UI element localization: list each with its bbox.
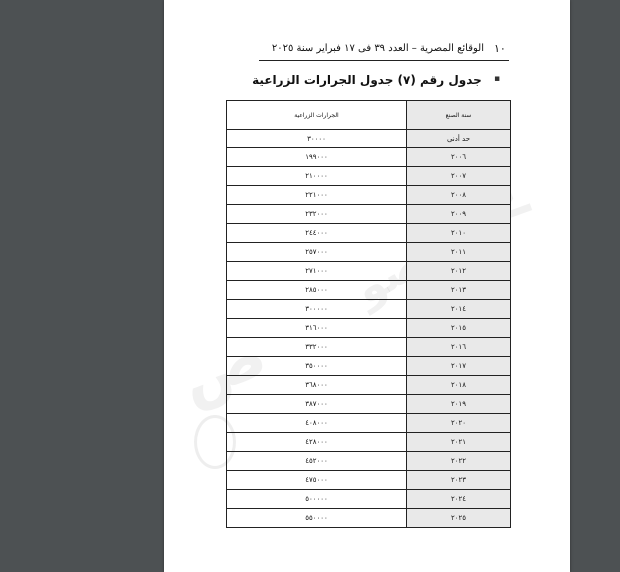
row-year: ٢٠٢١ — [407, 433, 511, 452]
table-row — [227, 148, 511, 167]
row-year: ٢٠٢٣ — [407, 471, 511, 490]
row-value: ٢٨٥٠٠٠ — [227, 281, 407, 300]
table-body — [227, 148, 511, 528]
row-value: ٣٨٧٠٠٠ — [227, 395, 407, 414]
gazette-line: الوقائع المصرية – العدد ٣٩ فى ١٧ فبراير سنة ٢٠٢٥ — [271, 43, 484, 54]
row-year: ٢٠١٨ — [407, 376, 511, 395]
table-row — [227, 471, 511, 490]
table-row — [227, 490, 511, 509]
header-value: الجرارات الزراعية — [227, 101, 407, 130]
mark-dot: ▪ — [494, 74, 501, 84]
document-page — [164, 0, 570, 572]
row-value: ٤٥٢٠٠٠ — [227, 452, 407, 471]
page-header — [164, 42, 570, 58]
watermark: صو — [345, 235, 433, 316]
row-year: ٢٠٢٤ — [407, 490, 511, 509]
row-year: ٢٠١٣ — [407, 281, 511, 300]
row-value: ٢٣٢٠٠٠ — [227, 205, 407, 224]
table-row — [227, 338, 511, 357]
table-row — [227, 186, 511, 205]
row-value: ٣٣٢٠٠٠ — [227, 338, 407, 357]
row-year: ٢٠١٧ — [407, 357, 511, 376]
row-value: ٥٥٠٠٠٠ — [227, 509, 407, 528]
header-year: سنة الصنع — [407, 101, 511, 130]
table-row — [227, 509, 511, 528]
row-value: ٣١٦٠٠٠ — [227, 319, 407, 338]
row-value: ٢٤٤٠٠٠ — [227, 224, 407, 243]
header-rule — [259, 60, 509, 61]
row-year: ٢٠٢٢ — [407, 452, 511, 471]
row-year: ٢٠٠٩ — [407, 205, 511, 224]
row-value: ٢٢١٠٠٠ — [227, 186, 407, 205]
row-year: ٢٠٠٧ — [407, 167, 511, 186]
row-value: ١٩٩٠٠٠ — [227, 148, 407, 167]
row-year: ٢٠٠٨ — [407, 186, 511, 205]
table-row — [227, 243, 511, 262]
row-year: ٢٠١١ — [407, 243, 511, 262]
row-value: ٣٦٨٠٠٠ — [227, 376, 407, 395]
minimum-value: ٣٠٠٠٠ — [227, 130, 407, 148]
page-number: ١٠ — [494, 42, 506, 55]
minimum-row — [227, 130, 511, 148]
watermark: ص — [169, 317, 277, 417]
row-value: ٢٥٧٠٠٠ — [227, 243, 407, 262]
tractor-table — [226, 100, 511, 528]
table-row — [227, 281, 511, 300]
row-value: ٣٥٠٠٠٠ — [227, 357, 407, 376]
row-value: ٤٢٨٠٠٠ — [227, 433, 407, 452]
row-year: ٢٠١٤ — [407, 300, 511, 319]
row-year: ٢٠١٢ — [407, 262, 511, 281]
row-value: ٢١٠٠٠٠ — [227, 167, 407, 186]
row-year: ٢٠١٩ — [407, 395, 511, 414]
table-row — [227, 395, 511, 414]
row-value: ٢٧١٠٠٠ — [227, 262, 407, 281]
table-row — [227, 262, 511, 281]
row-year: ٢٠٠٦ — [407, 148, 511, 167]
table-header-row — [227, 101, 511, 130]
watermark: إد — [483, 179, 539, 227]
table-row — [227, 224, 511, 243]
row-year: ٢٠٢٠ — [407, 414, 511, 433]
table-row — [227, 452, 511, 471]
table-row — [227, 433, 511, 452]
row-year: ٢٠١٠ — [407, 224, 511, 243]
minimum-label: حد أدنى — [407, 130, 511, 148]
table-row — [227, 319, 511, 338]
table-row — [227, 376, 511, 395]
row-value: ٤٠٨٠٠٠ — [227, 414, 407, 433]
table-row — [227, 205, 511, 224]
table-row — [227, 357, 511, 376]
table-row — [227, 167, 511, 186]
row-year: ٢٠١٥ — [407, 319, 511, 338]
row-value: ٣٠٠٠٠٠ — [227, 300, 407, 319]
row-year: ٢٠٢٥ — [407, 509, 511, 528]
table-row — [227, 300, 511, 319]
row-value: ٥٠٠٠٠٠ — [227, 490, 407, 509]
row-year: ٢٠١٦ — [407, 338, 511, 357]
table-title: جدول رقم (٧) جدول الجرارات الزراعية — [252, 73, 482, 87]
table-row — [227, 414, 511, 433]
row-value: ٤٧٥٠٠٠ — [227, 471, 407, 490]
